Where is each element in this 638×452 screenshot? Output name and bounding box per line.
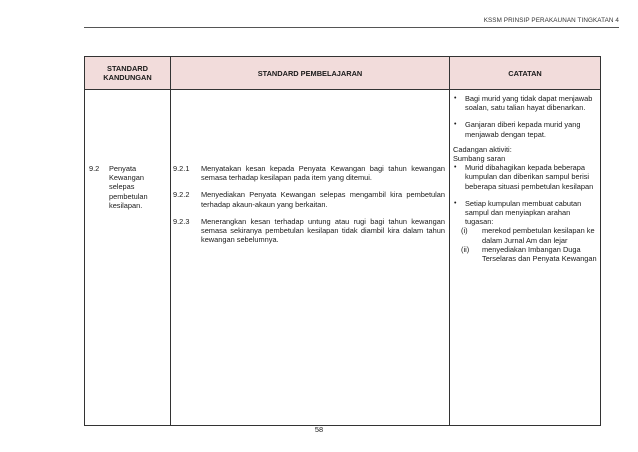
kandungan-text: Penyata Kewangan selepas pembetulan kesilapan.: [109, 164, 148, 210]
list-item: [450, 120, 600, 138]
header-standard-kandungan: STANDARD KANDUNGAN: [85, 57, 171, 90]
note-text: Bagi murid yang tidak dapat menjawab soalan, satu talian hayat dibenarkan.: [465, 94, 593, 113]
note-text: Ganjaran diberi kepada murid yang menjawab dengan tepat.: [465, 120, 581, 139]
bullet-icon: •: [454, 95, 457, 102]
learning-standard-item: [171, 217, 449, 245]
activity-heading: Cadangan aktiviti:: [453, 144, 512, 154]
document-header-title: KSSM PRINSIP PERAKAUNAN TINGKATAN 4: [483, 17, 619, 24]
sub-item-text: menyediakan Imbangan Duga Terselaras dan Penyata Kewangan: [482, 244, 597, 264]
header-standard-pembelajaran: STANDARD PEMBELAJARAN: [171, 57, 450, 90]
header-rule: [84, 27, 619, 28]
curriculum-table: [84, 56, 601, 426]
activity-name: Sumbang saran: [453, 154, 506, 164]
kandungan-cell: [85, 90, 171, 426]
table-row: [85, 90, 601, 426]
note-text: Setiap kumpulan membuat cabutan sampul dan menyiapkan arahan tugasan:: [465, 198, 582, 227]
bullet-icon: •: [454, 199, 457, 207]
learning-standard-number: 9.2.2: [173, 190, 190, 200]
note-text: Murid dibahagikan kepada beberapa kumpulan dan diberikan sampul berisi beberapa situasi pembetulan kesilapan: [465, 163, 594, 191]
list-item: [450, 199, 600, 227]
learning-standard-item: [171, 164, 449, 182]
roman-numeral: (i): [461, 226, 468, 236]
learning-standard-text: Menyatakan kesan kepada Penyata Kewangan bagi tahun kewangan semasa terhadap kesilapan pada item yang ditemui.: [201, 164, 445, 183]
learning-standard-text: Menerangkan kesan terhadap untung atau rugi bagi tahun kewangan semasa sekiranya pembetulan kesilapan tidak diambil kira dalam tahun kewangan sebelumnya.: [201, 216, 445, 245]
learning-standard-number: 9.2.3: [173, 216, 190, 226]
bullet-icon: •: [454, 121, 457, 129]
list-item: [450, 94, 600, 112]
bullet-icon: •: [454, 164, 457, 172]
catatan-cell: [450, 90, 601, 426]
table-header-row: [85, 57, 601, 90]
header-catatan: CATATAN: [450, 57, 601, 90]
kandungan-number: 9.2: [89, 164, 100, 173]
learning-standard-text: Menyediakan Penyata Kewangan selepas mengambil kira pembetulan terhadap akaun-akaun yang berkaitan.: [201, 190, 445, 209]
sub-item-text: merekod pembetulan kesilapan ke dalam Jurnal Am dan lejar: [482, 226, 595, 245]
learning-standard-item: [171, 190, 449, 208]
sub-list-item: [450, 226, 600, 244]
page-number: 58: [314, 425, 324, 434]
roman-numeral: (ii): [461, 244, 470, 254]
pembelajaran-cell: [171, 90, 450, 426]
sub-list-item: [450, 245, 600, 263]
list-item: [450, 163, 600, 191]
learning-standard-number: 9.2.1: [173, 164, 190, 173]
